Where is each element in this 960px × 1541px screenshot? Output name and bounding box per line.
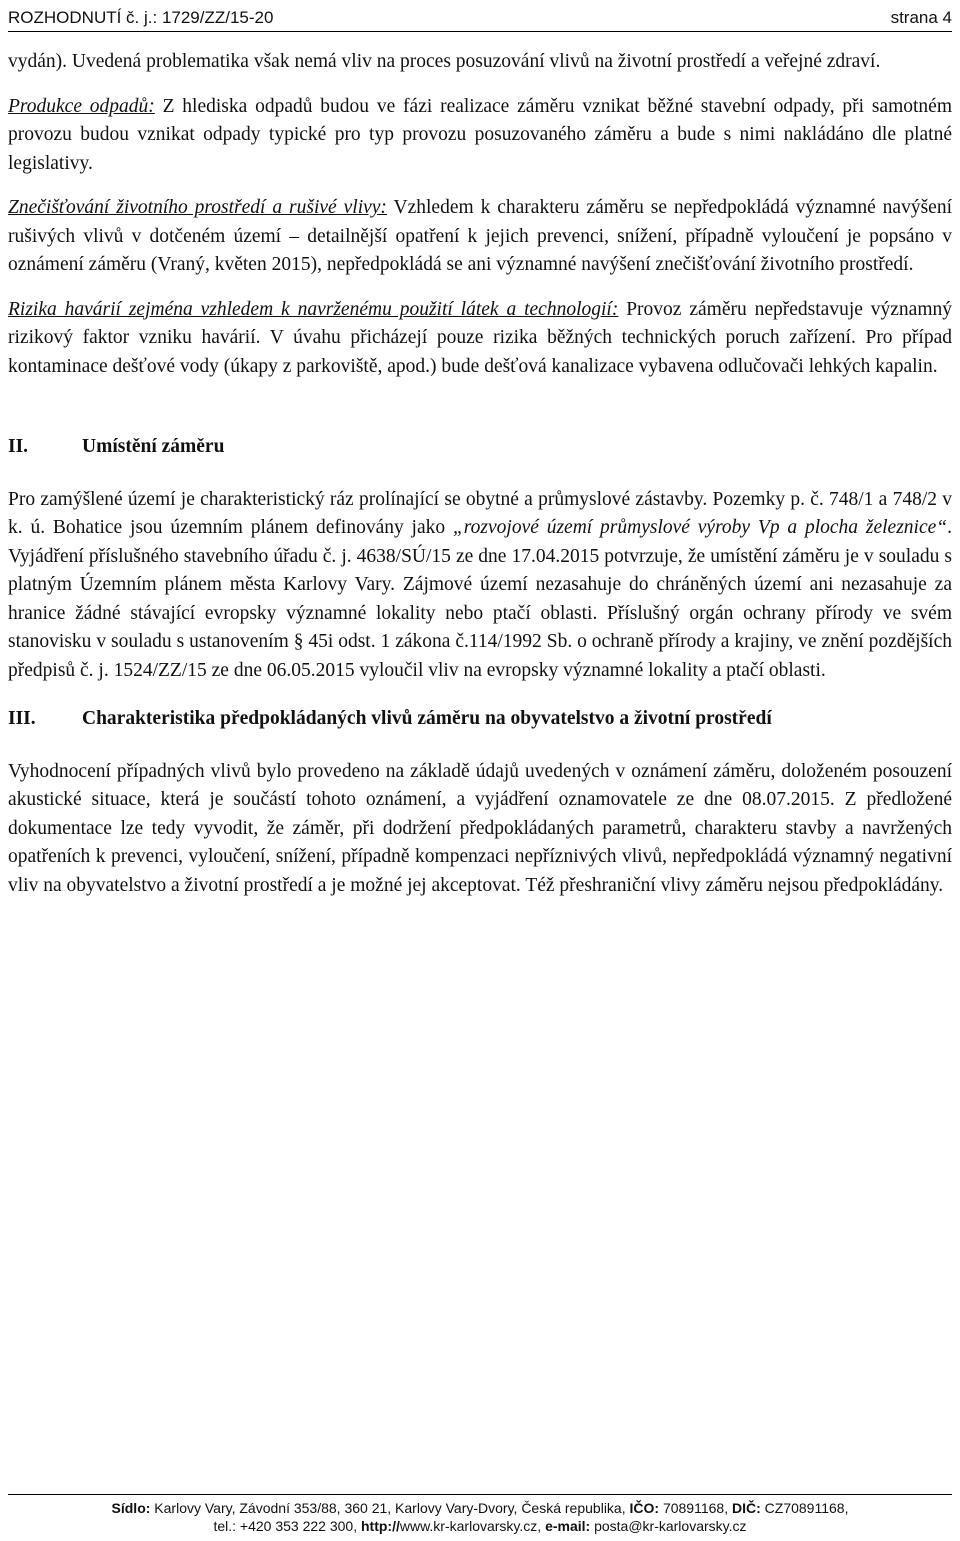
paragraph-location: [8, 486, 952, 686]
paragraph-waste: [8, 93, 952, 179]
location-text-italic: „rozvojové území průmyslové výroby Vp a plocha železnice“: [452, 517, 948, 538]
accident-risk-label: Rizika havárií zejména vzhledem k navrženému použití látek a technologií:: [8, 298, 619, 320]
waste-label: Produkce odpadů:: [8, 95, 155, 117]
waste-text: Z hlediska odpadů budou ve fázi realizace záměru vznikat běžné stavební odpady, při samotném provozu budou vznikat odpady typické pro typ provozu posuzovaného záměru a bude s nimi nakládáno dle platné legislativy.: [8, 95, 952, 174]
footer-ico-value: 70891168,: [659, 1500, 732, 1516]
paragraph-pollution: [8, 194, 952, 280]
accident-risk-text: Provoz záměru nepředstavuje významný rizikový faktor vzniku havárií. V úvahu přicházejí pouze rizika běžných technických poruch zařízení. Pro případ kontaminace dešťové vody (úkapy z parkoviště, apod.) bude dešťová kanalizace vybavena odlučovači lehkých kapalin.: [8, 298, 952, 377]
section-title: Charakteristika předpokládaných vlivů záměru na obyvatelstvo a životní prostředí: [82, 708, 772, 729]
location-text-post: . Vyjádření příslušného stavebního úřadu č. j. 4638/SÚ/15 ze dne 17.04.2015 potvrzuje, že umístění záměru je v souladu s platným Územním plánem města Karlovy Vary. Zájmové území nezasahuje do chráněných území ani nezasahuje za hranice žádné stávající evropsky významné lokality nebo ptačí oblasti. Příslušný orgán ochrany přírody ve svém stanovisku v souladu s ustanovením § 45i odst. 1 zákona č.114/1992 Sb. o ochraně přírody a krajiny, ve znění pozdějších předpisů č. j. 1524/ZZ/15 ze dne 06.05.2015 vyloučil vliv na evropsky významné lokality a ptačí oblasti.: [8, 517, 952, 681]
footer-line-1: [8, 1499, 952, 1517]
footer-seat-label: Sídlo:: [111, 1500, 151, 1516]
footer-email-label: e-mail:: [545, 1518, 591, 1534]
paragraph-continuation-text: vydán). Uvedená problematika však nemá vliv na proces posuzování vlivů na životní prostředí a veřejné zdraví.: [8, 51, 881, 72]
footer-line-2: [8, 1517, 952, 1535]
footer-phone: tel.: +420 353 222 300,: [213, 1518, 361, 1534]
paragraph-continuation: [8, 48, 952, 77]
section-heading-location: [8, 433, 952, 462]
footer-http-label: http://: [360, 1518, 400, 1534]
footer-seat-value: Karlovy Vary, Závodní 353/88, 360 21, Karlovy Vary-Dvory, Česká republika,: [150, 1500, 630, 1516]
footer-dic-label: DIČ:: [731, 1500, 761, 1516]
page-footer: [8, 1494, 952, 1535]
impacts-text: Vyhodnocení případných vlivů bylo provedeno na základě údajů uvedených v oznámení záměru, doloženém posouzení akustické situace, která je součástí tohoto oznámení, a vyjádření oznamovatele ze dne 08.07.2015. Z předložené dokumentace lze tedy vyvodit, že záměr, při dodržení předpokládaných parametrů, charakteru stavby a navržených opatřeních k prevenci, vyloučení, snížení, případně kompenzaci nepříznivých vlivů, nepředpokládá významný negativní vliv na obyvatelstvo a životní prostředí a je možné jej akceptovat. Též přeshraniční vlivy záměru nejsou předpokládány.: [8, 760, 952, 896]
paragraph-accident-risk: [8, 296, 952, 382]
page-header: [8, 2, 952, 32]
document-body: [8, 48, 952, 916]
header-decision-number: ROZHODNUTÍ č. j.: 1729/ZZ/15-20: [8, 8, 274, 27]
header-page-number: strana 4: [890, 8, 952, 27]
section-title: Umístění záměru: [82, 436, 225, 457]
section-heading-impacts: [8, 705, 952, 734]
pollution-text: Vzhledem k charakteru záměru se nepředpokládá významné navýšení rušivých vlivů v dotčeném území – detailnější opatření k jejich prevenci, snížení, případně vyloučení je popsáno v oznámení záměru (Vraný, květen 2015), nepředpokládá se ani významné navýšení znečišťování životního prostředí.: [8, 197, 952, 275]
footer-email[interactable]: posta@kr-karlovarsky.cz: [590, 1518, 747, 1534]
paragraph-impacts: [8, 758, 952, 901]
location-text-pre: Pro zamýšlené území je charakteristický ráz prolínající se obytné a průmyslové zástavby. Pozemky p. č. 748/1 a 748/2 v k. ú. Bohatice jsou územním plánem definovány jako: [8, 488, 952, 538]
section-number: III.: [8, 708, 36, 729]
section-number: II.: [8, 436, 29, 457]
footer-ico-label: IČO:: [629, 1500, 660, 1516]
footer-dic-value: CZ70891168,: [760, 1500, 849, 1516]
footer-website[interactable]: www.kr-karlovarsky.cz,: [399, 1518, 546, 1534]
pollution-label: Znečišťování životního prostředí a rušivé vlivy:: [8, 197, 387, 218]
